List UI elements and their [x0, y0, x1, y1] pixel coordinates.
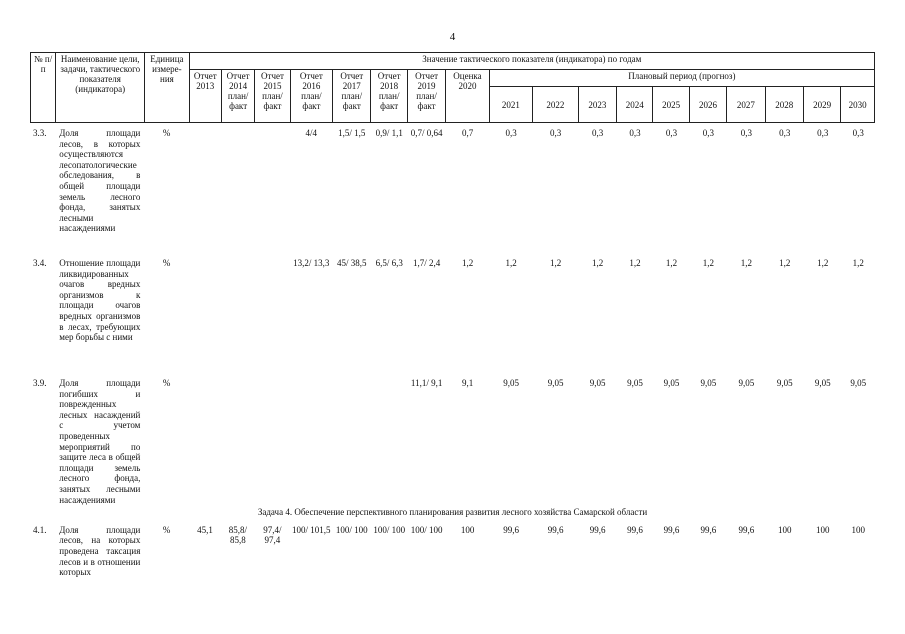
- table-cell: 0,3: [629, 128, 641, 138]
- table-header: [30, 52, 875, 123]
- table-cell: 0,7/ 0,64: [410, 128, 443, 138]
- table-cell: 4/4: [305, 128, 318, 138]
- header-year: 2027: [727, 87, 765, 123]
- table-cell: 99,6: [589, 524, 606, 535]
- header-year: 2029: [803, 87, 840, 123]
- table-cell: 0,9/ 1,1: [375, 128, 403, 138]
- header-name: Наименование цели, задачи, тактического показателя (индикатора): [56, 53, 145, 123]
- table-cell: 100/ 100: [373, 524, 406, 535]
- table-cell: 100: [851, 524, 865, 535]
- table-cell: 100: [816, 524, 830, 535]
- row-name: Доля площади лесов, на которых проведена таксация лесов и в отношении которых: [59, 524, 141, 578]
- table-cell: 1,2: [461, 258, 474, 268]
- header-num: № п/п: [31, 53, 56, 123]
- row-unit: %: [162, 258, 171, 268]
- table-cell: 9,05: [850, 378, 867, 388]
- table-cell: 9,05: [547, 378, 564, 388]
- table-cell: 1,2: [779, 258, 791, 268]
- row-name: Доля площади погибших и поврежденных лесных насаждений с учетом проведенных мероприятий по защите леса в общей площади земель лесного фонда, занятых лесными насаждениями: [59, 378, 141, 505]
- header-year: 2028: [765, 87, 803, 123]
- row-num: 3.9.: [33, 378, 47, 388]
- table-row: [30, 125, 875, 255]
- table-cell: 9,05: [503, 378, 519, 388]
- row-unit: %: [162, 128, 171, 138]
- header-values-title: Значение тактического показателя (индикатора) по годам: [189, 53, 874, 70]
- row-unit: %: [162, 378, 171, 388]
- table-cell: 85,8/ 85,8: [228, 524, 248, 546]
- header-col: Отчет 2019 план/ факт: [407, 70, 445, 123]
- table-cell: 9,05: [627, 378, 643, 388]
- table-row: [30, 375, 875, 505]
- table-cell: 9,05: [700, 378, 717, 388]
- table-cell: 9,05: [589, 378, 606, 388]
- table-cell: 100/ 100: [410, 524, 443, 535]
- row-name: Доля площади лесов, в которых осуществляются лесопатологические обследования, в общей площади земель лесного фонда, занятых лесными насаждениями: [59, 128, 141, 234]
- table-row: [30, 255, 875, 375]
- table-cell: 99,6: [627, 524, 643, 535]
- table-cell: 0,3: [591, 128, 604, 138]
- header-col: Отчет 2014 план/ факт: [221, 70, 254, 123]
- page-number: 4: [449, 31, 456, 43]
- row-num: 3.4.: [33, 258, 47, 268]
- table-cell: [189, 125, 221, 255]
- table-cell: 0,3: [550, 128, 562, 138]
- table-cell: 0,3: [702, 128, 715, 138]
- table-cell: 0,3: [505, 128, 517, 138]
- table-cell: [221, 125, 254, 255]
- header-planned-title: Плановый период (прогноз): [489, 70, 874, 87]
- table-cell: 99,6: [663, 524, 680, 535]
- table-cell: [221, 255, 254, 375]
- table-cell: [221, 375, 254, 505]
- header-year: 2023: [578, 87, 616, 123]
- table-cell: 1,2: [852, 258, 864, 268]
- header-col: Отчет 2018 план/ факт: [371, 70, 407, 123]
- table-cell: 0,3: [852, 128, 864, 138]
- header-year: 2026: [689, 87, 726, 123]
- row-unit: %: [162, 524, 171, 535]
- table-cell: 9,05: [776, 378, 793, 388]
- table-cell: [189, 255, 221, 375]
- header-year: 2025: [653, 87, 689, 123]
- table-cell: 0,3: [740, 128, 752, 138]
- table-cell: 45/ 38,5: [337, 258, 367, 268]
- table-cell: 1,5/ 1,5: [338, 128, 366, 138]
- header-col: Отчет 2013: [189, 70, 221, 123]
- header-year: 2022: [533, 87, 578, 123]
- table-cell: 1,7/ 2,4: [413, 258, 441, 268]
- header-year: 2021: [489, 87, 532, 123]
- table-cell: [255, 255, 290, 375]
- row-num: 4.1.: [33, 524, 47, 535]
- table-cell: 11,1/ 9,1: [410, 378, 443, 388]
- table-cell: [255, 375, 290, 505]
- table-cell: 0,3: [817, 128, 829, 138]
- table-cell: 9,05: [738, 378, 755, 388]
- table-cell: 1,2: [629, 258, 641, 268]
- header-year: 2030: [841, 87, 875, 123]
- table-cell: 13,2/ 13,3: [293, 258, 330, 268]
- table-cell: 1,2: [665, 258, 678, 268]
- table-cell: 9,1: [461, 378, 474, 388]
- table-cell: 100: [460, 524, 475, 535]
- table-cell: 0,3: [779, 128, 791, 138]
- table-cell: 1,2: [740, 258, 752, 268]
- row-name: Отношение площади ликвидированных очагов вредных организмов к площади очагов вредных организмов в лесах, требующих мер борьбы с ними: [59, 258, 141, 343]
- header-unit: Единица измере-ния: [145, 53, 189, 123]
- table-cell: 1,2: [591, 258, 604, 268]
- table-cell: [333, 375, 371, 505]
- row-num: 3.3.: [33, 128, 47, 138]
- header-col: Оценка 2020: [446, 70, 489, 123]
- table-cell: [290, 375, 333, 505]
- table-cell: 97,4/ 97,4: [263, 524, 282, 546]
- table-cell: 100: [778, 524, 792, 535]
- table-cell: 99,6: [738, 524, 755, 535]
- table-cell: 99,6: [503, 524, 519, 535]
- table-cell: 9,05: [814, 378, 831, 388]
- table-cell: 1,2: [702, 258, 715, 268]
- header-col: Отчет 2017 план/ факт: [333, 70, 371, 123]
- table-cell: 1,2: [550, 258, 562, 268]
- table-cell: [371, 375, 407, 505]
- table-cell: 1,2: [817, 258, 829, 268]
- table-cell: 100/ 101,5: [292, 524, 331, 535]
- header-year: 2024: [617, 87, 653, 123]
- table-cell: 100/ 100: [335, 524, 368, 535]
- table-row: [30, 522, 875, 592]
- task-4-heading: Задача 4. Обеспечение перспективного планирования развития лесного хозяйства Самарской области: [257, 507, 648, 518]
- table-cell: 1,2: [505, 258, 517, 268]
- table-cell: 9,05: [663, 378, 680, 388]
- table-cell: 99,6: [547, 524, 564, 535]
- header-col: Отчет 2016 план/ факт: [290, 70, 332, 123]
- table-cell: [189, 375, 221, 505]
- task-row: [30, 505, 875, 522]
- table-cell: 0,7: [461, 128, 474, 138]
- table-body: [30, 125, 875, 592]
- table-cell: 99,6: [700, 524, 717, 535]
- table-cell: [255, 125, 290, 255]
- header-col: Отчет 2015 план/ факт: [255, 70, 290, 123]
- table-cell: 6,5/ 6,3: [375, 258, 403, 268]
- table-cell: 45,1: [197, 524, 213, 535]
- table-cell: 0,3: [665, 128, 678, 138]
